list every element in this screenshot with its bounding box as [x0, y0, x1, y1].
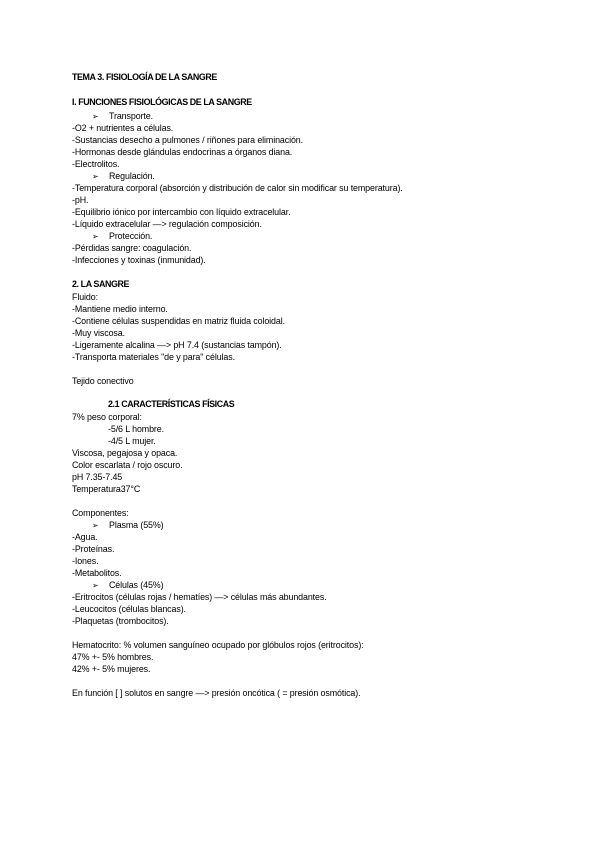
peso-corporal: 7% peso corporal: — [72, 412, 142, 422]
text-line: Viscosa, pegajosa y opaca. — [72, 448, 178, 458]
list-item: -4/5 L mujer. — [108, 436, 156, 446]
list-item: -Hormonas desde glándulas endocrinas a órganos diana. — [72, 147, 293, 157]
list-item: -Sustancias desecho a pulmones / riñones para eliminación. — [72, 135, 304, 145]
document-title: TEMA 3. FISIOLOGÍA DE LA SANGRE — [72, 72, 217, 82]
list-item: -Proteínas. — [72, 544, 115, 554]
componentes-label: Componentes: — [72, 508, 129, 518]
bullet-label: Protección. — [109, 231, 153, 241]
list-item: -Equilibrio iónico por intercambio con líquido extracelular. — [72, 207, 291, 217]
section-heading-sangre: 2. LA SANGRE — [72, 279, 130, 289]
bullet-label: Transporte. — [109, 111, 153, 121]
section-heading-caracteristicas: 2.1 CARACTERÍSTICAS FÍSICAS — [108, 399, 235, 409]
arrow-bullet-icon: ➢ — [92, 112, 99, 121]
arrow-bullet-icon: ➢ — [92, 581, 99, 590]
list-item: -Plaquetas (trombocitos). — [72, 616, 169, 626]
list-item: -Ligeramente alcalina —> pH 7.4 (sustancias tampón). — [72, 340, 282, 350]
arrow-bullet-icon: ➢ — [92, 521, 99, 530]
list-item: -Eritrocitos (células rojas / hematíes) —> células más abundantes. — [72, 592, 327, 602]
bullet-label: Células (45%) — [109, 580, 164, 590]
hematocrito-mujeres: 42% +- 5% mujeres. — [72, 664, 151, 674]
bullet-label: Plasma (55%) — [109, 520, 164, 530]
list-item: -Contiene células suspendidas en matriz fluida coloidal. — [72, 316, 285, 326]
arrow-bullet-icon: ➢ — [92, 232, 99, 241]
bullet-label: Regulación. — [109, 171, 155, 181]
list-item: -Leucocitos (células blancas). — [72, 604, 186, 614]
list-item: -Líquido extracelular —> regulación composición. — [72, 219, 262, 229]
bullet-plasma — [92, 519, 164, 532]
list-item: -Temperatura corporal (absorción y distribución de calor sin modificar su temperatura). — [72, 183, 403, 193]
text-line: Temperatura37°C — [72, 484, 141, 494]
hematocrito-hombres: 47% +- 5% hombres. — [72, 652, 154, 662]
text-line: pH 7.35-7.45 — [72, 472, 123, 482]
section-heading-funciones: I. FUNCIONES FISIOLÓGICAS DE LA SANGRE — [72, 97, 252, 107]
tejido-conectivo: Tejido conectivo — [72, 376, 134, 386]
list-item: -Mantiene medio interno. — [72, 304, 168, 314]
hematocrito-definition: Hematocrito: % volumen sanguíneo ocupado por glóbulos rojos (eritrocitos): — [72, 640, 364, 650]
list-item: -Agua. — [72, 532, 98, 542]
list-item: -Electrolitos. — [72, 159, 120, 169]
fluido-label: Fluido: — [72, 292, 98, 302]
list-item: -O2 + nutrientes a células. — [72, 123, 174, 133]
list-item: -Iones. — [72, 556, 99, 566]
presion-oncotica: En función [ ] solutos en sangre —> presión oncótica ( = presión osmótica). — [72, 688, 361, 698]
list-item: -Transporta materiales "de y para" células. — [72, 352, 235, 362]
list-item: -Metabolitos. — [72, 568, 122, 578]
text-line: Color escarlata / rojo oscuro. — [72, 460, 183, 470]
list-item: -Pérdidas sangre: coagulación. — [72, 243, 192, 253]
list-item: -Muy viscosa. — [72, 328, 125, 338]
list-item: -pH. — [72, 195, 89, 205]
arrow-bullet-icon: ➢ — [92, 172, 99, 181]
list-item: -Infecciones y toxinas (inmunidad). — [72, 255, 206, 265]
list-item: -5/6 L hombre. — [108, 424, 164, 434]
